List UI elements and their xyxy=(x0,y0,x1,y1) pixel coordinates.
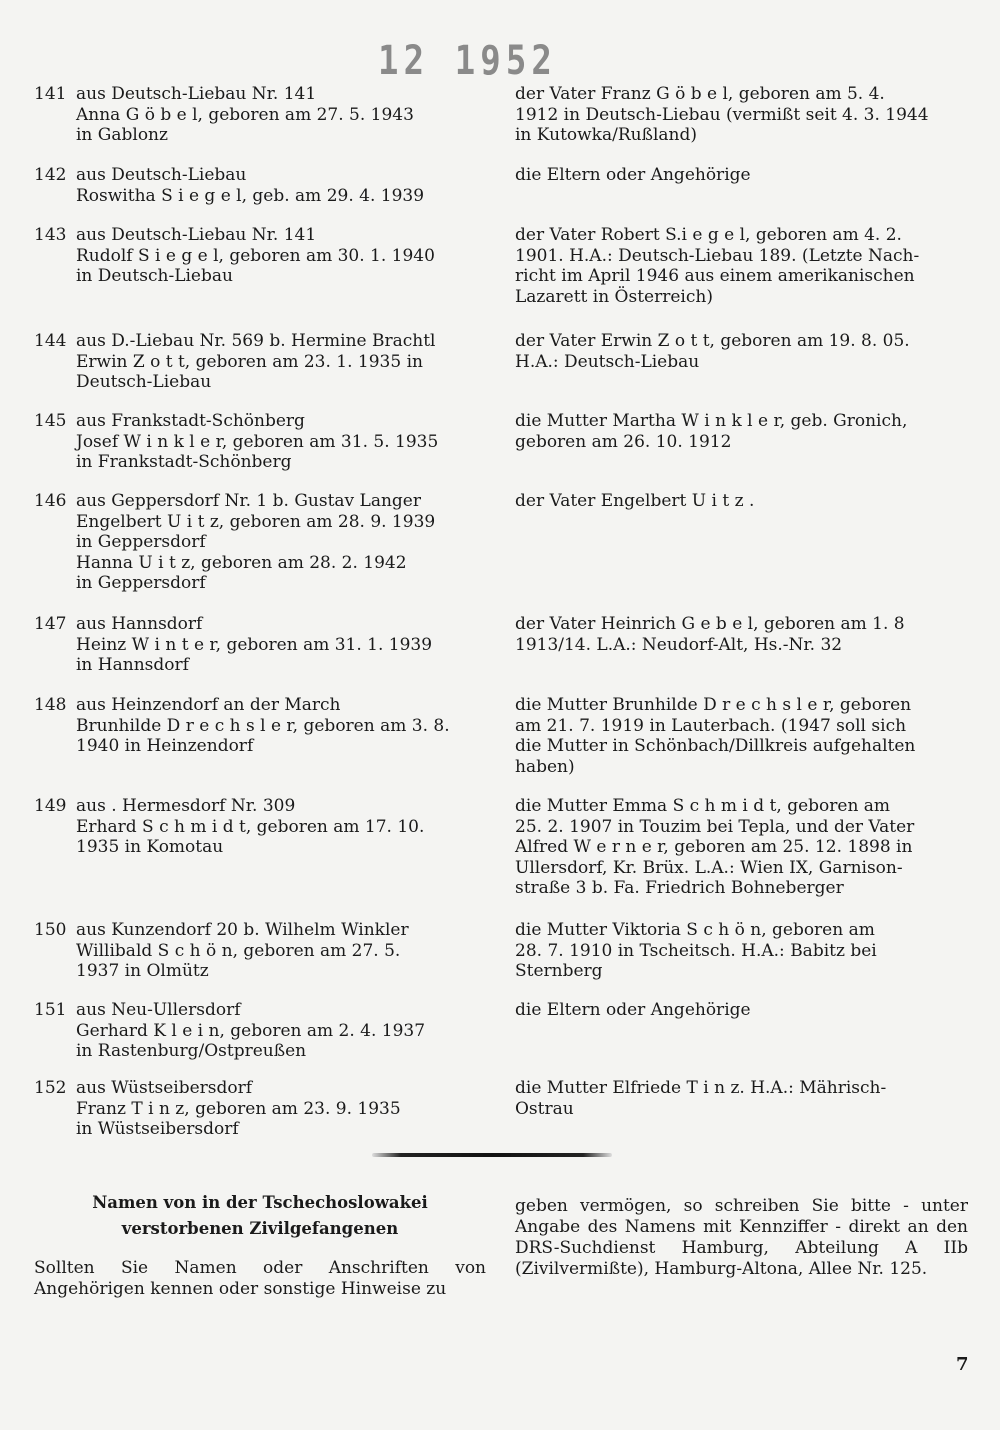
entry-right-text xyxy=(515,614,968,655)
text-line: die Mutter Viktoria S c h ö n, geboren am xyxy=(515,920,875,940)
text-line: Anna G ö b e l, geboren am 27. 5. 1943 xyxy=(76,104,414,125)
entry-left-text xyxy=(76,165,486,206)
text-line: in Geppersdorf xyxy=(76,573,206,593)
text-line: geboren am 26. 10. 1912 xyxy=(515,431,732,452)
entry-left-text xyxy=(76,225,486,287)
text-line: aus Wüstseibersdorf xyxy=(76,1078,253,1098)
text-line: aus Heinzendorf an der March xyxy=(76,695,341,715)
text-line: Rudolf S i e g e l, geboren am 30. 1. 1940 xyxy=(76,245,435,266)
entry-number: 143 xyxy=(34,225,67,245)
text-line: in Wüstseibersdorf xyxy=(76,1119,239,1139)
text-line: 1940 in Heinzendorf xyxy=(76,736,254,756)
entry-number: 145 xyxy=(34,411,67,431)
entry-left-text xyxy=(76,614,486,676)
text-line: H.A.: Deutsch-Liebau xyxy=(515,351,700,372)
text-line: die Mutter Emma S c h m i d t, geboren am xyxy=(515,796,891,816)
entry-right-text xyxy=(515,695,968,777)
text-line: die Mutter Martha W i n k l e r, geb. Gronich, xyxy=(515,411,908,431)
entry-number: 147 xyxy=(34,614,67,634)
text-line: aus Kunzendorf 20 b. Wilhelm Winkler xyxy=(76,920,409,940)
text-line: der Vater Franz G ö b e l, geboren am 5. 4. xyxy=(515,84,885,104)
entry-left-text xyxy=(76,1078,486,1140)
text-line: in Kutowka/Rußland) xyxy=(515,125,697,145)
text-line: die Mutter in Schönbach/Dillkreis aufgehalten xyxy=(515,736,916,756)
text-line: Erwin Z o t t, geboren am 23. 1. 1935 in xyxy=(76,351,423,372)
text-line: am 21. 7. 1919 in Lauterbach. (1947 soll sich xyxy=(515,715,907,736)
date-stamp: 12 1952 xyxy=(378,38,557,84)
section-paragraph-right: geben vermögen, so schreiben Sie bitte - unter Angabe des Namens mit Kennziffer - direkt an den DRS-Suchdienst Hamburg, Abteilung A IIb (Zivilvermißte), Hamburg-Altona, Allee Nr. 125. xyxy=(515,1196,968,1279)
text-line: Hanna U i t z, geboren am 28. 2. 1942 xyxy=(76,552,407,573)
text-line: haben) xyxy=(515,756,575,777)
text-line: der Vater Erwin Z o t t, geboren am 19. 8. 05. xyxy=(515,331,910,351)
text-line: aus Deutsch-Liebau xyxy=(76,165,247,185)
text-line: Roswitha S i e g e l, geb. am 29. 4. 1939 xyxy=(76,185,425,206)
text-line: Ostrau xyxy=(515,1098,574,1119)
entry-right-text xyxy=(515,491,968,512)
text-line: aus Hannsdorf xyxy=(76,614,203,634)
text-line: 1901. H.A.: Deutsch-Liebau 189. (Letzte Nach- xyxy=(515,245,920,266)
text-line: in Hannsdorf xyxy=(76,655,189,675)
text-line: die Mutter Brunhilde D r e c h s l e r, geboren xyxy=(515,695,912,715)
text-line: aus Deutsch-Liebau Nr. 141 xyxy=(76,225,317,245)
text-line: Gerhard K l e i n, geboren am 2. 4. 1937 xyxy=(76,1020,426,1041)
entry-left-text xyxy=(76,491,486,594)
entry-number: 149 xyxy=(34,796,67,816)
text-line: in Rastenburg/Ostpreußen xyxy=(76,1041,307,1061)
text-line: Sternberg xyxy=(515,961,603,981)
text-line: der Vater Robert S.i e g e l, geboren am 4. 2. xyxy=(515,225,902,245)
text-line: Ullersdorf, Kr. Brüx. L.A.: Wien IX, Garnison- xyxy=(515,857,903,878)
entry-number: 151 xyxy=(34,1000,67,1020)
text-line: aus Frankstadt-Schönberg xyxy=(76,411,305,431)
section-paragraph-left: Sollten Sie Namen oder Anschriften von Angehörigen kennen oder sonstige Hinweise zu xyxy=(34,1258,486,1299)
text-line: Erhard S c h m i d t, geboren am 17. 10. xyxy=(76,816,425,837)
entry-left-text xyxy=(76,331,486,393)
text-line: Heinz W i n t e r, geboren am 31. 1. 1939 xyxy=(76,634,433,655)
text-line: 1912 in Deutsch-Liebau (vermißt seit 4. 3. 1944 xyxy=(515,104,929,125)
entry-number: 152 xyxy=(34,1078,67,1098)
section-title-line-1: Namen von in der Tschechoslowakei xyxy=(92,1193,428,1212)
entry-right-text xyxy=(515,331,968,372)
text-line: aus Neu-Ullersdorf xyxy=(76,1000,241,1020)
entry-number: 150 xyxy=(34,920,67,940)
text-line: aus D.-Liebau Nr. 569 b. Hermine Brachtl xyxy=(76,331,436,351)
entry-number: 142 xyxy=(34,165,67,185)
text-line: der Vater Engelbert U i t z . xyxy=(515,491,755,511)
text-line: in Gablonz xyxy=(76,125,168,145)
text-line: 28. 7. 1910 in Tscheitsch. H.A.: Babitz bei xyxy=(515,940,877,961)
text-line: die Mutter Elfriede T i n z. H.A.: Mährisch- xyxy=(515,1078,887,1098)
entry-number: 141 xyxy=(34,84,67,104)
text-line: in Deutsch-Liebau xyxy=(76,266,233,286)
text-line: richt im April 1946 aus einem amerikanischen xyxy=(515,266,915,286)
text-line: in Geppersdorf xyxy=(76,532,206,552)
text-line: die Eltern oder Angehörige xyxy=(515,165,751,185)
section-title xyxy=(34,1190,486,1242)
entry-right-text xyxy=(515,165,968,186)
text-line: 25. 2. 1907 in Touzim bei Tepla, und der Vater xyxy=(515,816,915,837)
section-title-line-2: verstorbenen Zivilgefangenen xyxy=(121,1219,399,1238)
text-line: 1935 in Komotau xyxy=(76,837,224,857)
text-line: aus Deutsch-Liebau Nr. 141 xyxy=(76,84,317,104)
text-line: straße 3 b. Fa. Friedrich Bohneberger xyxy=(515,878,844,898)
entry-number: 144 xyxy=(34,331,67,351)
text-line: Lazarett in Österreich) xyxy=(515,286,713,307)
entry-right-text xyxy=(515,920,968,982)
entry-right-text xyxy=(515,1078,968,1119)
text-line: Franz T i n z, geboren am 23. 9. 1935 xyxy=(76,1098,401,1119)
text-line: Brunhilde D r e c h s l e r, geboren am 3. 8. xyxy=(76,715,450,736)
text-line: aus . Hermesdorf Nr. 309 xyxy=(76,796,296,816)
entry-left-text xyxy=(76,796,486,858)
entry-number: 146 xyxy=(34,491,67,511)
text-line: Deutsch-Liebau xyxy=(76,372,212,392)
text-line: 1937 in Olmütz xyxy=(76,961,209,981)
text-line: aus Geppersdorf Nr. 1 b. Gustav Langer xyxy=(76,491,421,511)
text-line: der Vater Heinrich G e b e l, geboren am 1. 8 xyxy=(515,614,905,634)
page-number: 7 xyxy=(956,1354,969,1375)
text-line: Willibald S c h ö n, geboren am 27. 5. xyxy=(76,940,401,961)
text-line: Alfred W e r n e r, geboren am 25. 12. 1898 in xyxy=(515,837,913,857)
text-line: die Eltern oder Angehörige xyxy=(515,1000,751,1020)
text-line: Josef W i n k l e r, geboren am 31. 5. 1935 xyxy=(76,431,439,452)
entry-left-text xyxy=(76,411,486,473)
entry-right-text xyxy=(515,796,968,899)
text-line: in Frankstadt-Schönberg xyxy=(76,452,292,472)
text-line: Engelbert U i t z, geboren am 28. 9. 1939 xyxy=(76,511,436,532)
entry-left-text xyxy=(76,1000,486,1062)
entry-right-text xyxy=(515,225,968,307)
entry-number: 148 xyxy=(34,695,67,715)
entry-right-text xyxy=(515,411,968,452)
entry-left-text xyxy=(76,695,486,757)
section-divider xyxy=(372,1153,612,1157)
entry-left-text xyxy=(76,920,486,982)
entry-left-text xyxy=(76,84,486,146)
entry-right-text xyxy=(515,84,968,146)
entry-right-text xyxy=(515,1000,968,1021)
text-line: 1913/14. L.A.: Neudorf-Alt, Hs.-Nr. 32 xyxy=(515,634,843,655)
